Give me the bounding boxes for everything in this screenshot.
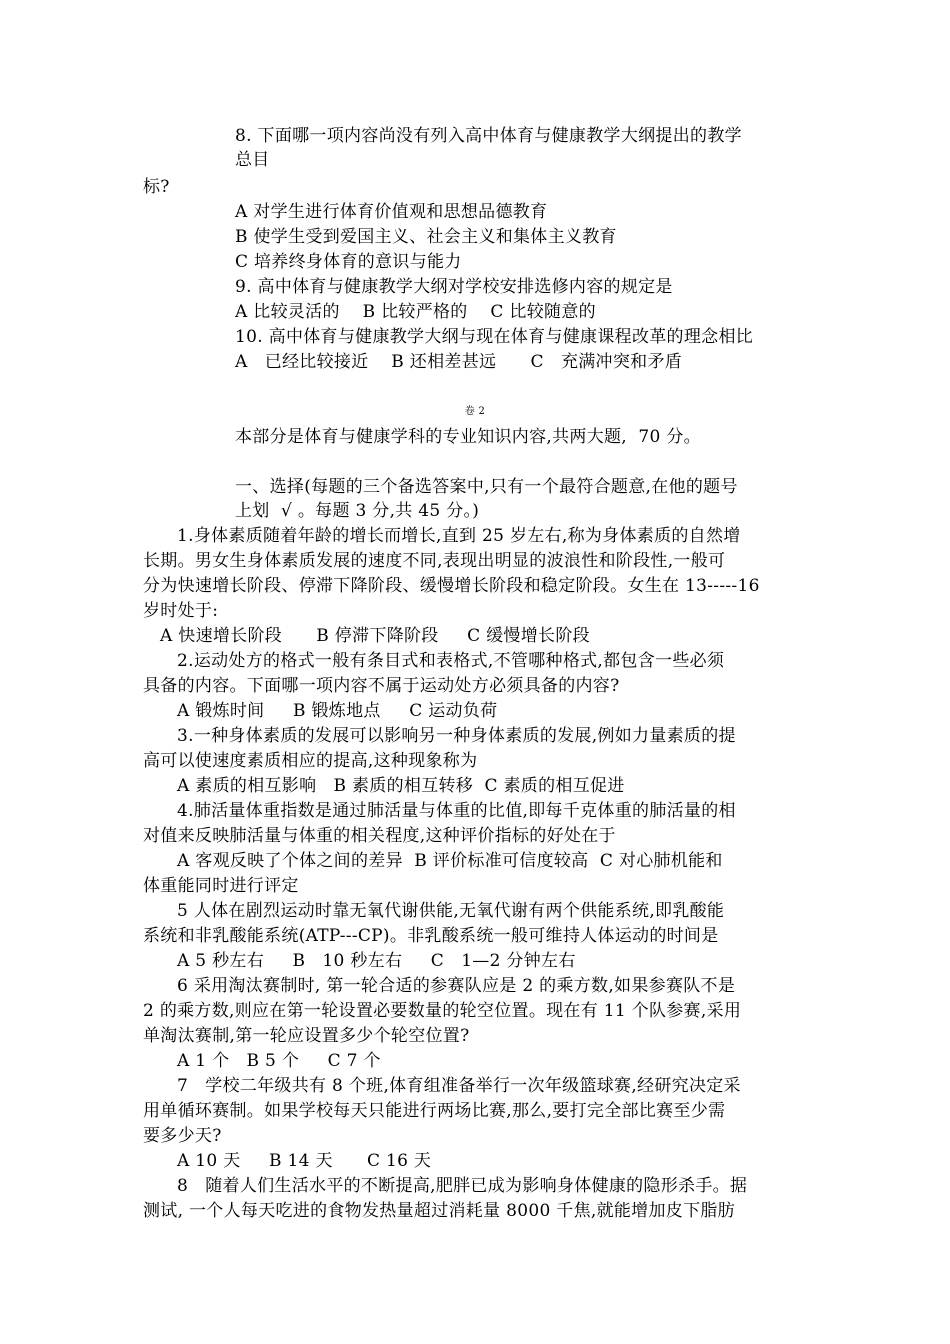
q8-stem-line2: 总目 <box>235 150 270 170</box>
q10-options: A 已经比较接近 B 还相差甚远 C 充满冲突和矛盾 <box>235 352 683 372</box>
q10-stem: 10. 高中体育与健康教学大纲与现在体育与健康课程改革的理念相比 <box>235 327 754 347</box>
p2-q7-line3: 要多少天? <box>143 1126 222 1146</box>
q8-option-a: A 对学生进行体育价值观和思想品德教育 <box>235 202 548 222</box>
p2-q1-line2: 长期。男女生身体素质发展的速度不同,表现出明显的波浪性和阶段性,一般可 <box>143 551 726 571</box>
section1-heading-line1: 一、选择(每题的三个备选答案中,只有一个最符合题意,在他的题号 <box>235 477 738 497</box>
paper2-title: 卷 2 <box>464 406 486 417</box>
section1-heading-line2: 上划 √ 。每题 3 分,共 45 分。) <box>235 501 480 521</box>
p2-q5-line2: 系统和非乳酸能系统(ATP---CP)。非乳酸系统一般可维持人体运动的时间是 <box>143 926 719 946</box>
p2-q4-line2: 对值来反映肺活量与体重的相关程度,这种评价指标的好处在于 <box>143 826 616 846</box>
p2-q8-line2: 测试, 一个人每天吃进的食物发热量超过消耗量 8000 千焦,就能增加皮下脂肪 <box>143 1201 735 1221</box>
p2-q7-line2: 用单循环赛制。如果学校每天只能进行两场比赛,那么,要打完全部比赛至少需 <box>143 1101 726 1121</box>
p2-q8-line1: 8 随着人们生活水平的不断提高,肥胖已成为影响身体健康的隐形杀手。据 <box>177 1176 748 1196</box>
p2-q5-options: A 5 秒左右 B 10 秒左右 C 1—2 分钟左右 <box>177 951 576 971</box>
p2-q3-line2: 高可以使速度素质相应的提高,这种现象称为 <box>143 751 478 771</box>
p2-q2-line2: 具备的内容。下面哪一项内容不属于运动处方必须具备的内容? <box>143 676 620 696</box>
p2-q6-line2: 2 的乘方数,则应在第一轮设置必要数量的轮空位置。现在有 11 个队参赛,采用 <box>143 1001 742 1021</box>
p2-q6-line3: 单淘汰赛制,第一轮应设置多少个轮空位置? <box>143 1026 470 1046</box>
q9-options: A 比较灵活的 B 比较严格的 C 比较随意的 <box>235 302 596 322</box>
p2-q6-options: A 1 个 B 5 个 C 7 个 <box>177 1051 381 1071</box>
p2-q4-options-line2: 体重能同时进行评定 <box>143 876 299 896</box>
q8-option-c: C 培养终身体育的意识与能力 <box>235 252 462 272</box>
p2-q1-line4: 岁时处于: <box>143 601 219 621</box>
p2-q1-line3: 分为快速增长阶段、停滞下降阶段、缓慢增长阶段和稳定阶段。女生在 13-----16 <box>143 576 760 596</box>
p2-q4-options-line1: A 客观反映了个体之间的差异 B 评价标准可信度较高 C 对心肺机能和 <box>177 851 723 871</box>
p2-q7-options: A 10 天 B 14 天 C 16 天 <box>177 1151 432 1171</box>
q8-option-b: B 使学生受到爱国主义、社会主义和集体主义教育 <box>235 227 617 247</box>
p2-q2-options: A 锻炼时间 B 锻炼地点 C 运动负荷 <box>177 701 498 721</box>
q8-stem-line1: 8. 下面哪一项内容尚没有列入高中体育与健康教学大纲提出的教学 <box>235 126 742 146</box>
p2-q6-line1: 6 采用淘汰赛制时, 第一轮合适的参赛队应是 2 的乘方数,如果参赛队不是 <box>177 976 736 996</box>
p2-q1-options: A 快速增长阶段 B 停滞下降阶段 C 缓慢增长阶段 <box>160 626 590 646</box>
p2-q5-line1: 5 人体在剧烈运动时靠无氧代谢供能,无氧代谢有两个供能系统,即乳酸能 <box>177 901 725 921</box>
p2-q3-line1: 3.一种身体素质的发展可以影响另一种身体素质的发展,例如力量素质的提 <box>177 726 736 746</box>
p2-q2-line1: 2.运动处方的格式一般有条目式和表格式,不管哪种格式,都包含一些必须 <box>177 651 725 671</box>
paper2-intro: 本部分是体育与健康学科的专业知识内容,共两大题, 70 分。 <box>235 427 701 447</box>
p2-q1-line1: 1.身体素质随着年龄的增长而增长,直到 25 岁左右,称为身体素质的自然增 <box>177 526 741 546</box>
p2-q3-options: A 素质的相互影响 B 素质的相互转移 C 素质的相互促进 <box>177 776 625 796</box>
q9-stem: 9. 高中体育与健康教学大纲对学校安排选修内容的规定是 <box>235 277 673 297</box>
p2-q4-line1: 4.肺活量体重指数是通过肺活量与体重的比值,即每千克体重的肺活量的相 <box>177 801 736 821</box>
q8-stem-line3: 标? <box>143 177 170 197</box>
p2-q7-line1: 7 学校二年级共有 8 个班,体育组准备举行一次年级篮球赛,经研究决定采 <box>177 1076 741 1096</box>
